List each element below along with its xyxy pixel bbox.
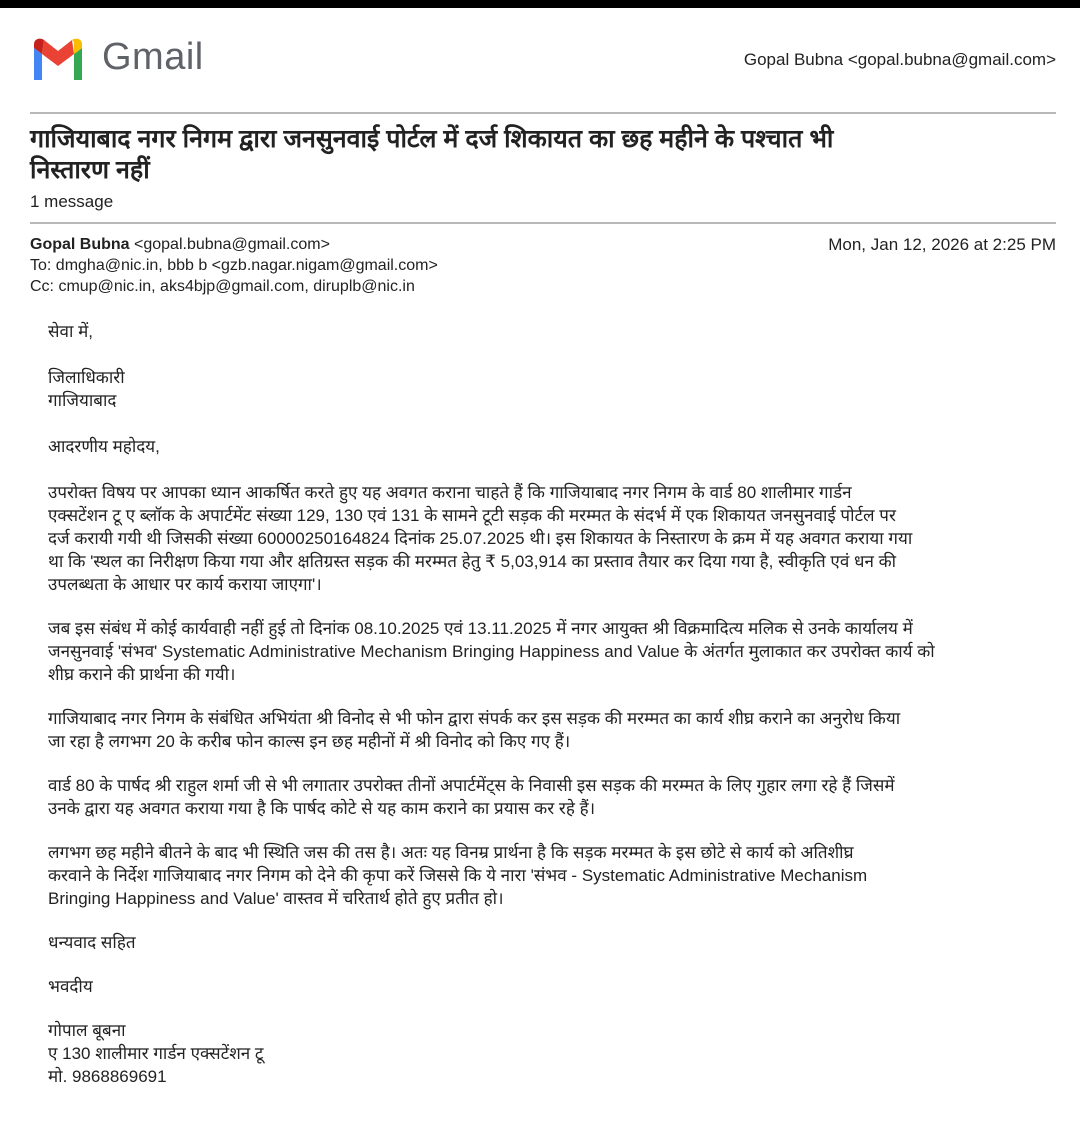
subject-divider bbox=[30, 222, 1056, 224]
yours-line: भवदीय bbox=[48, 977, 93, 996]
paragraph-line: दर्ज करायी गयी थी जिसकी संख्या 60000250164824 दिनांक 25.07.2025 थी। इस शिकायत के निस्तारण के क्रम में यह अवगत कराया गया bbox=[48, 529, 913, 548]
paragraph-line: एक्सटेंशन टू ए ब्लॉक के अपार्टमेंट संख्या 129, 130 एवं 131 के सामने टूटी सड़क की मरम्मत के संदर्भ में एक शिकायत जनसुनवाई पोर्टल पर bbox=[48, 506, 896, 525]
closing-line: धन्यवाद सहित bbox=[48, 933, 136, 952]
sender-name: Gopal Bubna bbox=[30, 236, 130, 253]
paragraph-line: जा रहा है लगभग 20 के करीब फोन काल्स इन छह महीनों में श्री विनोद को किए गए हैं। bbox=[48, 732, 571, 751]
message-count: 1 message bbox=[30, 192, 114, 211]
paragraph-line: था कि 'स्थल का निरीक्षण किया गया और क्षतिग्रस्त सड़क की मरम्मत हेतु ₹ 5,03,914 का प्रस्ताव तैयार कर दिया गया है, स्वीकृति एवं धन की bbox=[48, 552, 897, 571]
signature-address: ए 130 शालीमार गार्डन एक्सटेंशन टू bbox=[48, 1044, 264, 1063]
message-header bbox=[30, 234, 1056, 297]
to-line: To: dmgha@nic.in, bbb b <gzb.nagar.nigam@gmail.com> bbox=[30, 257, 438, 274]
subject-line-2: निस्तारण नहीं bbox=[30, 156, 150, 184]
paragraph-line: जनसुनवाई 'संभव' Systematic Administrative Mechanism Bringing Happiness and Value के अंतर्गत मुलाकात कर उपरोक्त कार्य को bbox=[48, 642, 935, 661]
gmail-header bbox=[30, 34, 1056, 94]
paragraph-line: करवाने के निर्देश गाजियाबाद नगर निगम को देने की कृपा करें जिससे कि ये नारा 'संभव - Systematic Administrative Mechanism bbox=[48, 866, 868, 885]
paragraph-line: लगभग छह महीने बीतने के बाद भी स्थिति जस की तस है। अतः यह विनम्र प्रार्थना है कि सड़क मरम्मत के इस छोटे से कार्य को अतिशीघ्र bbox=[48, 843, 854, 862]
gmail-wordmark: Gmail bbox=[102, 36, 204, 78]
paragraph-1 bbox=[48, 481, 1048, 596]
signature-phone: मो. 9868869691 bbox=[48, 1067, 167, 1086]
gmail-logo-icon bbox=[30, 38, 86, 80]
printed-email-page bbox=[0, 8, 1080, 1130]
paragraph-line: उपलब्धता के आधार पर कार्य कराया जाएगा'। bbox=[48, 575, 322, 594]
paragraph-line: उनके द्वारा यह अवगत कराया गया है कि पार्षद कोटे से यह काम कराने का प्रयास कर रहे हैं। bbox=[48, 799, 596, 818]
paragraph-line: शीघ्र कराने की प्रार्थना की गयी। bbox=[48, 665, 236, 684]
paragraph-line: Bringing Happiness and Value' वास्तव में चरितार्थ होते हुए प्रतीत हो। bbox=[48, 889, 504, 908]
subject-line-1: गाजियाबाद नगर निगम द्वारा जनसुनवाई पोर्टल में दर्ज शिकायत का छह महीने के पश्चात भी bbox=[30, 125, 834, 153]
salutation: सेवा में, bbox=[48, 322, 93, 341]
thread-subject bbox=[30, 124, 1030, 186]
account-label: Gopal Bubna <gopal.bubna@gmail.com> bbox=[743, 50, 1056, 69]
signature-name: गोपाल बूबना bbox=[48, 1021, 126, 1040]
addressee-line-1: जिलाधिकारी bbox=[48, 368, 125, 387]
sender-email: <gopal.bubna@gmail.com> bbox=[134, 236, 330, 253]
paragraph-5 bbox=[48, 841, 1048, 910]
paragraph-4 bbox=[48, 774, 1048, 820]
paragraph-line: वार्ड 80 के पार्षद श्री राहुल शर्मा जी से भी लगातार उपरोक्त तीनों अपार्टमेंट्स के निवासी इस सड़क की मरम्मत के लिए गुहार लगा रहे हैं जिसमें bbox=[48, 776, 895, 795]
paragraph-line: गाजियाबाद नगर निगम के संबंधित अभियंता श्री विनोद से भी फोन द्वारा संपर्क कर इस सड़क की मरम्मत का कार्य शीघ्र कराने का अनुरोध किया bbox=[48, 709, 901, 728]
greeting: आदरणीय महोदय, bbox=[48, 437, 160, 456]
signature-block bbox=[48, 1019, 1048, 1088]
paragraph-line: जब इस संबंध में कोई कार्यवाही नहीं हुई तो दिनांक 08.10.2025 एवं 13.11.2025 में नगर आयुक्त श्री विक्रमादित्य मलिक से उनके कार्यालय में bbox=[48, 619, 913, 638]
cc-line: Cc: cmup@nic.in, aks4bjp@gmail.com, diruplb@nic.in bbox=[30, 278, 415, 295]
message-body bbox=[48, 320, 1048, 1088]
header-divider bbox=[30, 112, 1056, 114]
paragraph-3 bbox=[48, 707, 1048, 753]
addressee-line-2: गाजियाबाद bbox=[48, 391, 117, 410]
message-date: Mon, Jan 12, 2026 at 2:25 PM bbox=[828, 235, 1056, 254]
top-black-bar bbox=[0, 0, 1080, 8]
paragraph-line: उपरोक्त विषय पर आपका ध्यान आकर्षित करते हुए यह अवगत कराना चाहते हैं कि गाजियाबाद नगर निगम के वार्ड 80 शालीमार गार्डन bbox=[48, 483, 852, 502]
paragraph-2 bbox=[48, 617, 1048, 686]
